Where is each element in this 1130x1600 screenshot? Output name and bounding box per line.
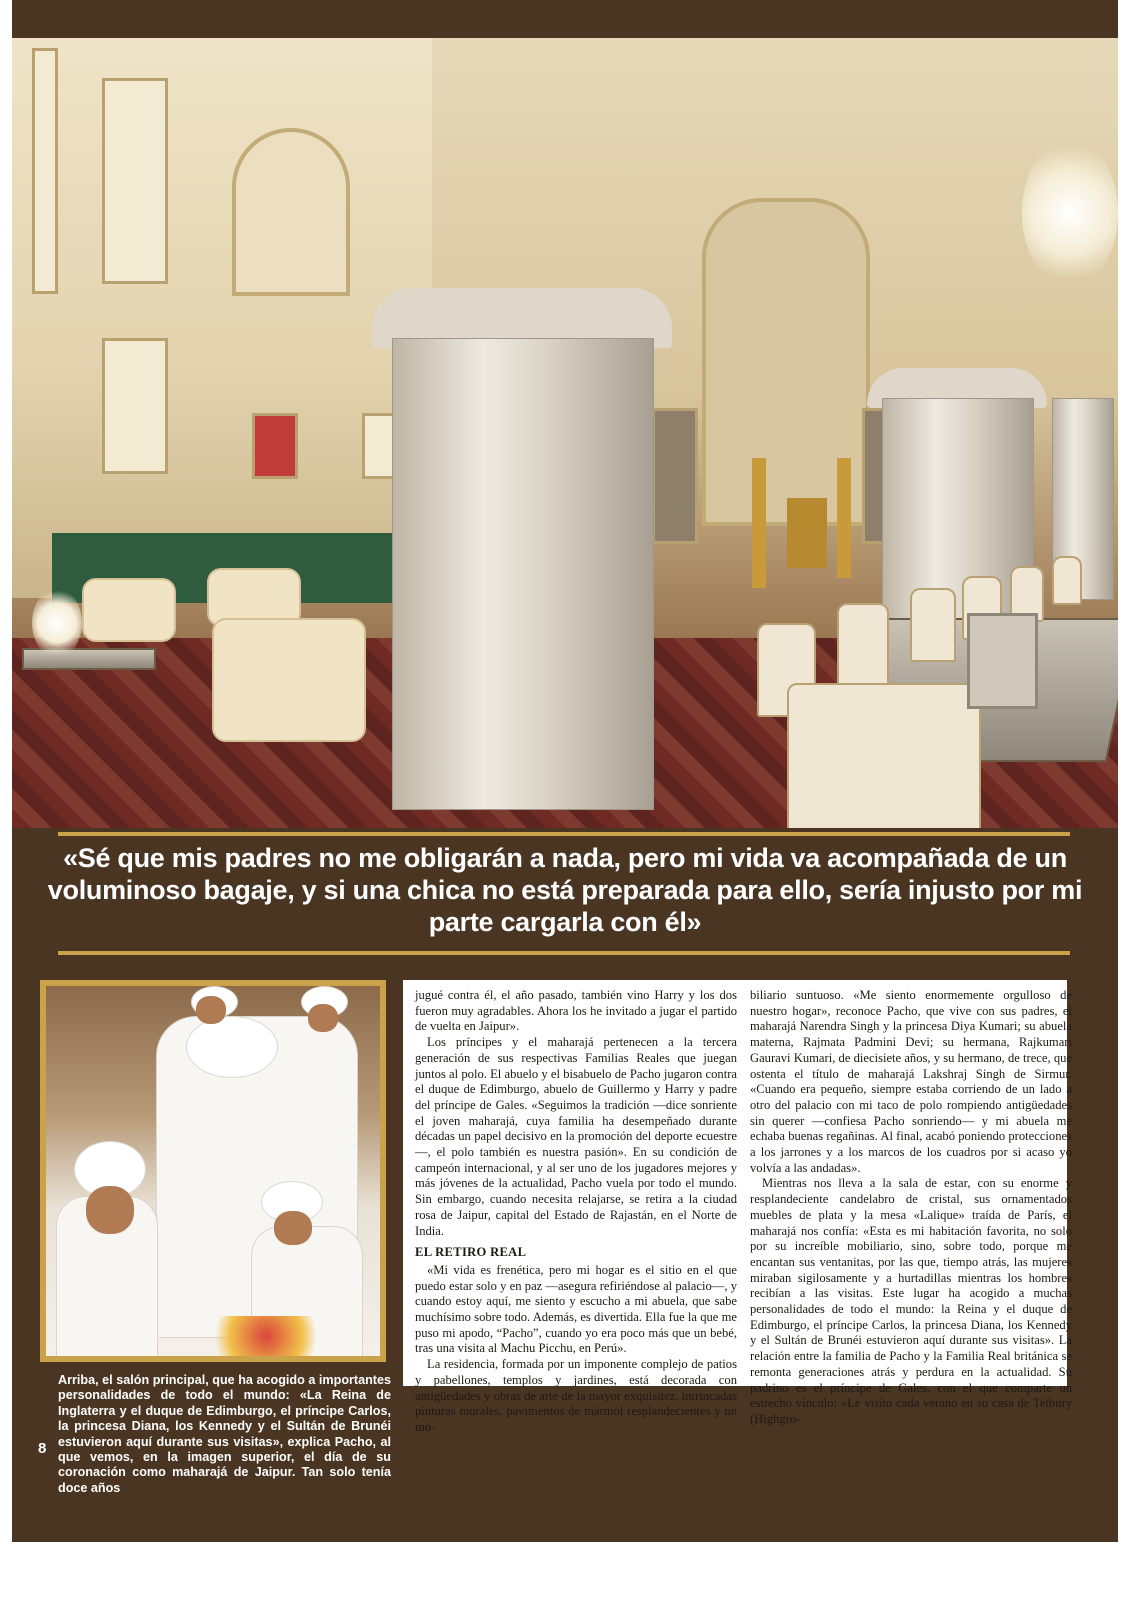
armchair	[82, 578, 176, 642]
candelabra	[752, 458, 766, 588]
candelabra	[837, 458, 851, 578]
coronation-photo-frame	[40, 980, 386, 1362]
silver-urn	[967, 613, 1038, 709]
marble-pillar	[392, 338, 654, 810]
top-band	[12, 0, 1118, 32]
paragraph: Mientras nos lleva a la sala de estar, con su enorme y resplandeciente candelabro de cristal, sus ornamentados muebles de plata y la mesa «Lalique» traída de París, el maharajá nos confía: «Esta es mi habitación favorita, no solo por su increíble mobiliario, sino, sobre todo, porque me encantan sus ventanitas, por las que, tiempo atrás, las mujeres miraban sigilosamente y a hurtadillas mientras los hombres recibían a las visitas. Este lugar ha acogido a muchas personalidades de todo el mundo: la Reina y el duque de Edimburgo, el príncipe Carlos, la princesa Diana, los Kennedy y el Sultán de Brunéi estuvieron aquí durante sus visitas». La relación entre la familia de Pacho y la Familia Real británica se remonta generaciones atrás y perdura en la actualidad. Su padrino es el príncipe de Gales, con el que comparte un estrecho vínculo: «Le visito cada verano en su casa de Tetbury (Highgro-	[750, 1176, 1072, 1426]
window-arch	[232, 128, 350, 296]
ornate-wall	[12, 38, 432, 598]
dining-chair	[837, 603, 889, 687]
wall-panel	[102, 338, 168, 474]
subheading: EL RETIRO REAL	[415, 1245, 527, 1260]
doorway	[652, 408, 698, 544]
dining-chair	[1052, 556, 1082, 605]
armchair	[212, 618, 366, 742]
paragraph: «Mi vida es frenética, pero mi hogar es el sitio en el que puedo estar solo y en paz —asegura refiriéndose al palacio—, y cuando estoy aquí, me siento y escucho a mi abuela, que sabe muchísimo sobre todo. Además, es divertida. Ella fue la que me puso mi apodo, “Pacho”, cuando yo era poco más que un bebé, tras una visita al Machu Picchu, en Perú».	[415, 1262, 737, 1356]
dining-chair	[910, 588, 956, 662]
paragraph: Los príncipes y el maharajá pertenecen a la tercera generación de sus respectivas Familias Reales que juegan juntos al polo. El abuelo y el bisabuelo de Pacho jugaron contra el duque de Edimburgo, abuelo de Guillermo y Harry y padre del príncipe de Gales. «Seguimos la tradición —dice sonriente el joven maharajá, cuya familia ha desempeñado durante décadas un papel decisivo en la promoción del deporte ecuestre—, el polo también es nuestra pasión». En su condición de campeón internacional, y al ser uno de los jugadores mejores y más jóvenes de la actualidad, Pacho vuela por todo el mundo. Sin embargo, cuando necesita relajarse, se retira a la ciudad rosa de Jaipur, capital del Estado de Rajastán, en el Norte de India.	[415, 1035, 737, 1238]
turban	[186, 1016, 278, 1078]
paragraph: biliario suntuoso. «Me siento enormemente orgulloso de nuestro hogar», reconoce Pacho, que vive con sus padres, el maharajá Narendra Singh y la princesa Diya Kumari; su abuela materna, Rajmata Padmini Devi; su hermana, Rajkumari Gauravi Kumari, de diecisiete años, y su hermano, de trece, que ostenta el título de maharajá Lakshraj Singh de Sirmur. «Cuando era pequeño, siempre estaba corriendo de un lado a otro del palacio con mi taco de polo rompiendo antigüedades sin querer —confiesa Pacho sonriendo— y mi abuela me echaba buenas regañinas. Al final, acabó poniendo protecciones a los jarrones y a los marcos de los cuadros por si acaso yo volvía a las andadas».	[750, 988, 1072, 1175]
painting-frame	[252, 413, 298, 479]
lamp	[32, 588, 82, 658]
photo-caption: Arriba, el salón principal, que ha acogido a importantes personalidades de todo el mundo: «La Reina de Inglaterra y el duque de Edimburgo, el príncipe Carlos, la princesa Diana, los Kennedy y el Sultán de Brunéi estuvieron aquí durante sus visitas», explica Pacho, al que vemos, en la imagen superior, el día de su coronación como maharajá de Jaipur. Tan solo tenía doce años	[58, 1373, 391, 1495]
page-number: 8	[38, 1440, 47, 1457]
guard-face	[308, 1004, 338, 1032]
wall-panel	[102, 78, 168, 284]
paragraph: La residencia, formada por un imponente complejo de patios y pabellones, templos y jardines, está decorada con antigüedades y obras de arte de la mayor exquisitez, intrincadas pinturas murales, pavimentos de mármol resplandecientes y un mo-	[415, 1357, 737, 1434]
priest-face	[274, 1211, 312, 1245]
article-column-1	[415, 988, 737, 1436]
pull-quote: «Sé que mis padres no me obligarán a nada, pero mi vida va acompañada de un voluminoso bagaje, y si una chica no está preparada para ello, sería injusto por mi parte cargarla con él»	[47, 843, 1083, 937]
gold-ornament	[787, 498, 827, 568]
article-column-2	[750, 988, 1072, 1428]
dining-chair	[787, 683, 981, 828]
crystal-chandelier	[1022, 138, 1118, 288]
guard-face	[196, 996, 226, 1024]
paragraph: jugué contra él, el año pasado, también vino Harry y los dos fueron muy agradables. Ahora los he invitado a jugar el partido de vuelta en Jaipur».	[415, 988, 737, 1034]
flower-offering	[196, 1316, 336, 1356]
gold-rule-bottom	[58, 951, 1070, 955]
main-salon-photo	[12, 38, 1118, 828]
boy-face	[86, 1186, 134, 1234]
coronation-photo	[46, 986, 380, 1356]
gold-rule-top	[58, 832, 1070, 836]
wall-panel	[32, 48, 58, 294]
